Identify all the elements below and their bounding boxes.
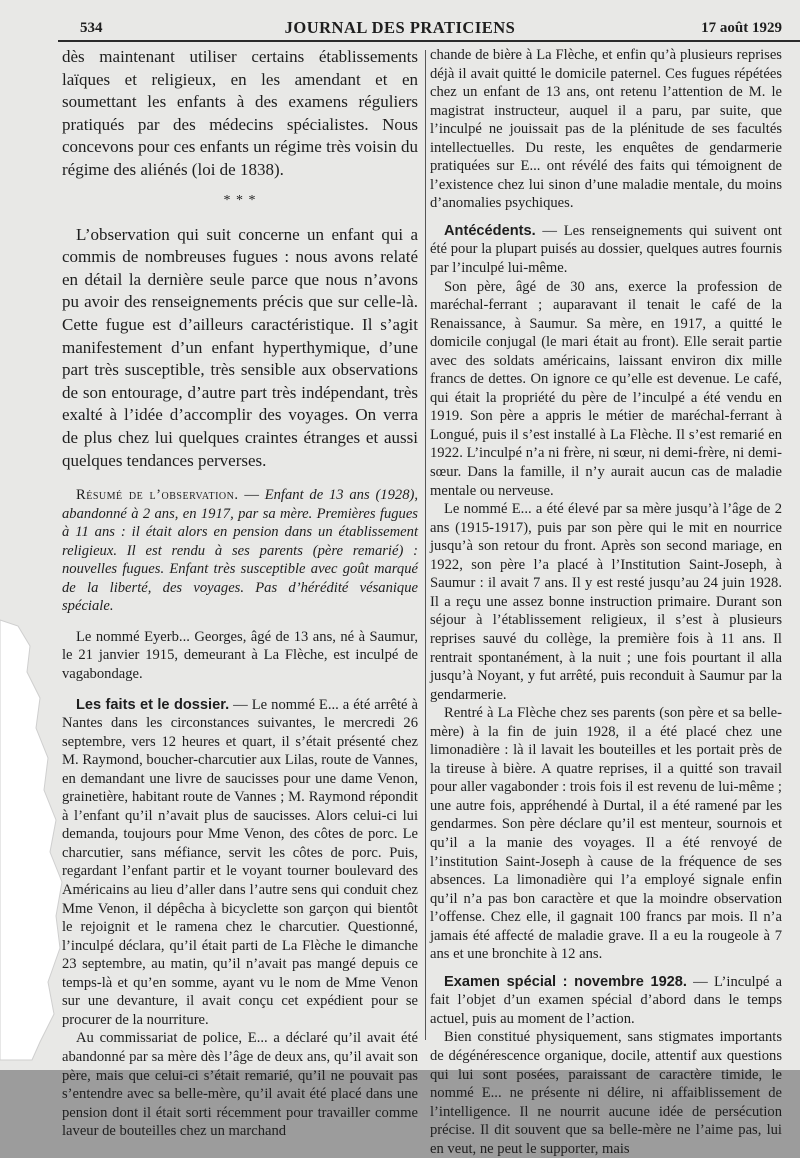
journal-title: JOURNAL DES PRATICIENS	[284, 18, 516, 37]
examen-text: L’inculpé a fait l’objet d’un examen spécial d’abord dans le temps actuel, puis au moment de l’action.	[430, 973, 783, 1027]
torn-page-edge	[0, 620, 90, 1060]
faits-text: Le nommé E... a été arrêté à Nantes dans les circonstances suivantes, le mercredi 26 septembre, vers 12 heures et quart, il s’était présenté chez M. Raymond, boucher-charcutier aux Lilas, route de Vannes, en demandant une livre de saucisses pour une dame Venon, grainetière, habitant route de Vannes ; M. Raymond répondit à l’enfant qu’il n’avait plus de saucisses. Alors celui-ci lui demanda, toujours pour Mme Venon, des côtes de porc. Le charcutier, sans méfiance, servit les côtes de porc. Puis, regardant l’enfant partir et le voyant tourner boulevard des Américains au lieu d’aller dans l’autre sens qui conduit chez Mme Venon, il dépêcha à bicyclette son garçon qui bientôt le rejoignit et le ramena chez le charcutier. Questionné, l’inculpé déclara, qu’il était parti de La Flèche le dimanche 23 septembre, au matin, qu’il n’avait pas mangé depuis ce temps-là et qu’en somme, ayant vu le nom de Mme Venon sur une devanture, il avait conçu cet expédient pour se procurer de la nourriture.	[62, 696, 419, 1028]
page-number: 534	[80, 20, 103, 36]
continued-paragraph: chande de bière à La Flèche, et enfin qu’à plusieurs reprises déjà il avait quitté le domicile paternel. Ces fugues répétées chez un enfant de 13 ans, ont retenu l’attention de M. le magistrat instructeur, auquel il a paru, par suite, que l’inculpé ne jouissait pas de la plénitude de ses facultés intellectuelles. Du reste, les enquêtes de gendarmerie pratiquées sur E... ont révélé des faits qui témoignent de l’existence chez lui sinon d’une maladie mentale, du moins d’anomalies psychiques.	[430, 47, 782, 212]
father-paragraph: Son père, âgé de 30 ans, exerce la profession de maréchal-ferrant ; auparavant il tenait le café de la Renaissance, à Saumur. Sa mère, en 1917, a quitté le domicile conjugal (le mari était au front). Elle serait partie avec des soldats américains, laissant environ dix mille francs de dettes. On ignore ce qu’elle est devenue. Le café, qui était la propriété du père de l’inculpé a été vendu en 1919. Son père a appris le métier de maréchal-ferrant à Longué, puis il s’est installé à La Flèche. Il s’est remarié en 1922. L’inculpé n’a ni frère, ni sœur, ni demi-frère, ni demi-sœur. Dans la famille, il n’y aurait aucun cas de maladie mentale ou nerveuse.	[430, 278, 782, 499]
resume-label: Résumé de l’observation.	[76, 487, 239, 504]
upbringing-paragraph: Le nommé E... a été élevé par sa mère jusqu’à l’âge de 2 ans (1915-1917), puis par son père qui le mit en nourrice jusqu’à son retour du front. Après son second mariage, en 1922, son père l’a placé à l’Institution Saint-Joseph, à Saumur : il avait 7 ans. Il y est resté jusqu’au 24 juin 1928. Il a reçu une assez bonne instruction primaire. Durant son séjour à l’établissement religieux, il s’est à plusieurs reprises sauvé du collège, la première fois à 11 ans. Il rentrait spontanément, à la nuit ; une fois pourtant il alla jusqu’à Noyant, y fut arrêté, puis reconduit à Saumur par la gendarmerie.	[430, 501, 782, 703]
issue-date: 17 août 1929	[701, 20, 782, 36]
resume-text: Enfant de 13 ans (1928), abandonné à 2 ans, en 1917, par sa mère. Premières fugues à 11 ans : il était alors en pension dans un établissement religieux. Il est rendu à ses parents (père remarié) : nouvelles fugues. Enfant très susceptible avec goût marqué de la liberté, des voyages. Pas d’hérédité vésanique spéciale.	[62, 487, 419, 615]
return-paragraph: Rentré à La Flèche chez ses parents (son père et sa belle-mère) à la fin de juin 1928, il a été placé chez une limonadière : là il lavait les bouteilles et les portait près de la tireuse à bière. A quatre reprises, il a quitté son travail pour aller vagabonder : trois fois il est revenu de lui-même ; une autre fois, appréhendé à Durtal, il a été ramené par les gendarmes. Son père déclare qu’il est menteur, sournois et qu’il a la manie des voyages. Il a été renvoyé de l’institution Saint-Joseph à cause de la fréquence de ses absences. La limonadière qui l’a employé signale enfin qu’il n’a pas bon caractère et que la moindre observation l’offense. Chez elle, il gagnait 100 francs par mois. Il n’a jamais été affecté de maladie grave. Il a eu la rougeole à 7 ans et une bronchite à 12 ans.	[430, 705, 782, 963]
observation-paragraph: L’observation qui suit concerne un enfant qui a commis de nombreuses fugues : nous avons relaté en détail la dernière seule parce que nous n’avons pu avoir des renseignements précis que sur celle-là. Cette fugue est d’ailleurs caractéristique. Il s’agit manifestement d’un enfant hyperthymique, d’une part très susceptible, très sensible aux observations de son entourage, d’autre part très indépendant, très exalté à l’idée d’accomplir des voyages. On verra de plus chez lui quelques craintes étranges et aussi quelques tendances perverses.	[62, 224, 418, 470]
right-column	[430, 46, 782, 1158]
resume-paragraph: Résumé de l’observation. — Enfant de 13 ans (1928), abandonné à 2 ans, en 1917, par sa mère. Premières fugues à 11 ans : il était alors en pension dans un établissement religieux. Il est rendu à ses parents (père remarié) : nouvelles fugues. Enfant très susceptible avec goût marqué de la liberté, des voyages. Pas d’hérédité vésanique spéciale.	[62, 487, 419, 615]
running-header	[0, 14, 800, 40]
antecedents-heading: Antécédents.	[444, 222, 536, 239]
examen-heading: Examen spécial : novembre 1928.	[444, 973, 687, 990]
faits-paragraph: Les faits et le dossier. — Le nommé E... a été arrêté à Nantes dans les circonstances suivantes, le mercredi 26 septembre, vers 12 heures et quart, il s’était présenté chez M. Raymond, boucher-charcutier aux Lilas, route de Vannes, en demandant une livre de saucisses pour une dame Venon, grainetière, habitant route de Vannes ; M. Raymond répondit à l’enfant qu’il n’avait plus de saucisses. Alors celui-ci lui demanda, toujours pour Mme Venon, des côtes de porc. Le charcutier, sans méfiance, servit les côtes de porc. Puis, regardant l’enfant partir et le voyant tourner boulevard des Américains au lieu d’aller dans l’autre sens qui conduit chez Mme Venon, il dépêcha à bicyclette son garçon qui bientôt le rejoignit et le ramena chez le charcutier. Questionné, l’inculpé déclara, qu’il était parti de La Flèche le dimanche 23 septembre, au matin, qu’il n’avait pas mangé depuis ce temps-là et qu’en somme, ayant vu le nom de Mme Venon sur une devanture, il avait conçu cet expédient pour se procurer de la nourriture.	[62, 696, 419, 1028]
column-separator	[425, 50, 426, 1040]
section-asterism: * * *	[223, 192, 257, 208]
antecedents-text: Les renseignements qui suivent ont été pour la plupart puisés au dossier, quelques autres fournis par l’inculpé lui-même.	[430, 222, 782, 277]
header-rule	[58, 40, 800, 42]
antecedents-paragraph: Antécédents. — Les renseignements qui suivent ont été pour la plupart puisés au dossier, quelques autres fournis par l’inculpé lui-même.	[430, 222, 782, 277]
intro-paragraph: dès maintenant utiliser certains établissements laïques et religieux, en les amendant et en soumettant les enfants à des examens réguliers pratiqués par des médecins spécialistes. Nous concevons pour ces enfants un régime très voisin du régime des aliénés (loi de 1838).	[62, 47, 418, 179]
faits-heading: Les faits et le dossier.	[76, 696, 230, 713]
identity-paragraph: Le nommé Eyerb... Georges, âgé de 13 ans, né à Saumur, le 21 janvier 1915, demeurant à La Flèche, est inculpé de vagabondage.	[62, 628, 418, 683]
constitution-paragraph: Bien constitué physiquement, sans stigmates importants de dégénérescence organique, docile, attentif aux questions qui lui sont posées, paraissant de caractère timide, le nommé E... ne présente ni délire, ni affaiblissement de l’intelligence. Il ne nourrit aucune idée de persécution précise. Il dit souvent que sa belle-mère ne l’aime pas, lui en veut, ne peut le supporter, mais	[430, 1029, 782, 1157]
left-column	[62, 46, 418, 1141]
examen-paragraph: Examen spécial : novembre 1928. — L’inculpé a fait l’objet d’un examen spécial d’abord dans le temps actuel, puis au moment de l’action.	[430, 973, 783, 1027]
commissariat-paragraph: Au commissariat de police, E... a déclaré qu’il avait été abandonné par sa mère dès l’âge de deux ans, qu’il avait son père, mais que celui-ci s’était remarié, qu’il ne pouvait pas s’entendre avec sa belle-mère, qu’il avait été placé dans une pension dont il était sorti récemment pour travailler comme laveur de bouteilles chez un marchand	[62, 1030, 418, 1140]
